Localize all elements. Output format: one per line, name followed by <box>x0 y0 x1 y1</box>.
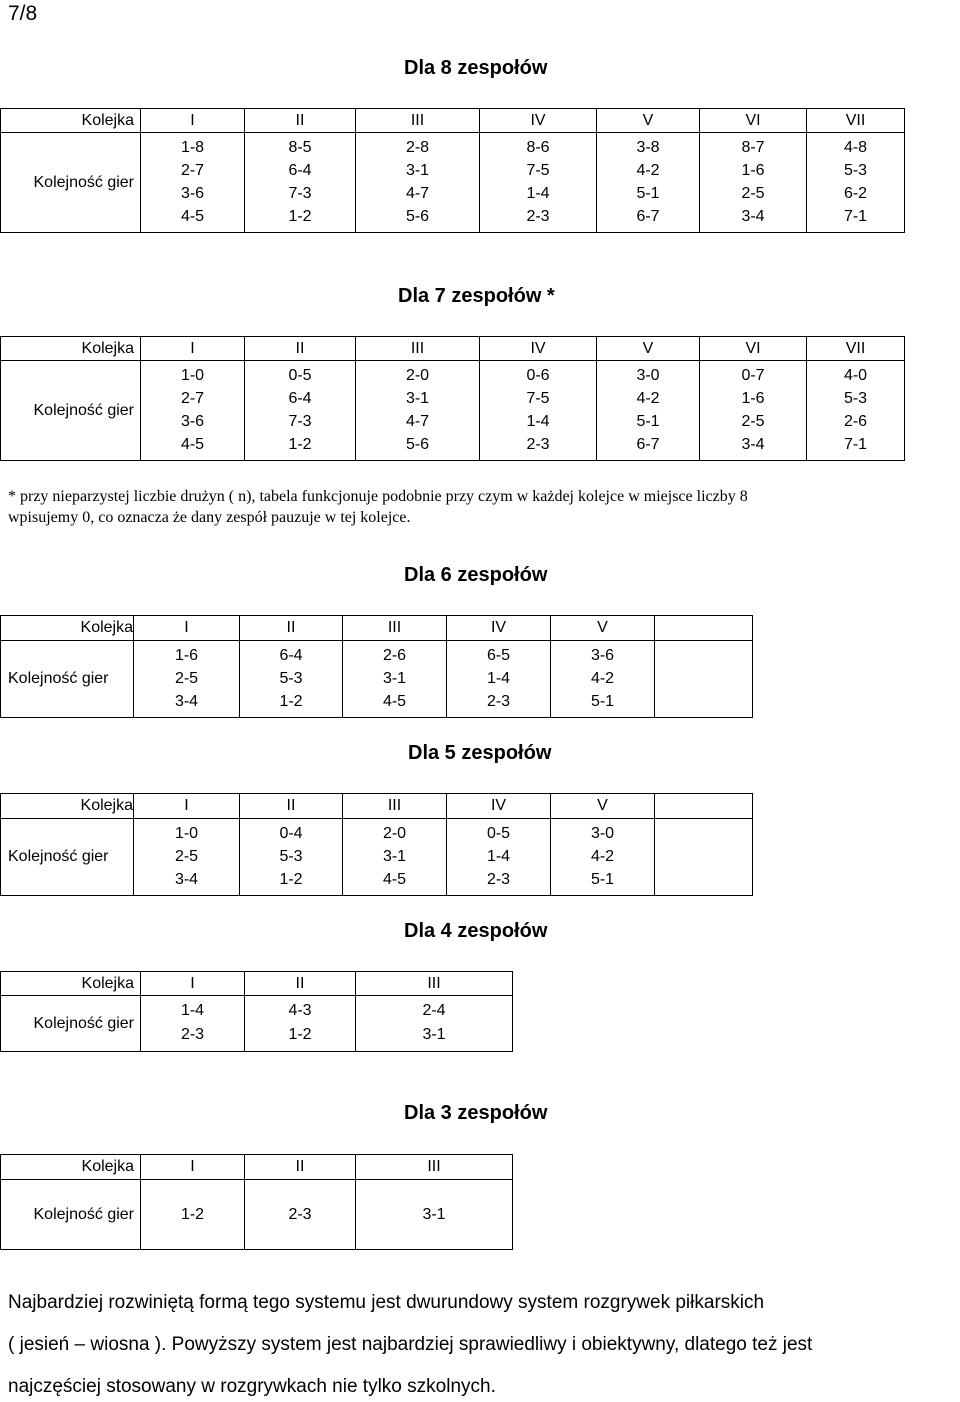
section-title-4-teams: Dla 4 zespołów <box>404 920 548 942</box>
game-pair: 4-5 <box>382 871 407 888</box>
game-pair: 5-1 <box>590 693 615 710</box>
game-pair: 4-3 <box>288 1002 312 1019</box>
game-pair: 4-8 <box>843 139 868 156</box>
round-header-II: II <box>286 619 296 636</box>
game-pair: 1-2 <box>180 1205 205 1223</box>
round-header-II: II <box>295 111 305 129</box>
game-pair: 1-2 <box>279 693 303 710</box>
game-pair: 4-2 <box>590 848 615 865</box>
game-pair: 1-2 <box>288 436 312 453</box>
schedule-table-6-teams <box>0 615 753 718</box>
section-title-8-teams: Dla 8 zespołów <box>404 57 548 79</box>
game-pair: 7-3 <box>288 413 312 430</box>
game-pair: 3-6 <box>180 413 205 430</box>
round-header-III: III <box>410 339 425 357</box>
game-pair: 2-3 <box>486 871 511 888</box>
game-pair: 3-4 <box>174 693 199 710</box>
game-pair: 0-5 <box>486 825 511 842</box>
game-pair: 2-8 <box>405 139 430 156</box>
game-pair: 1-8 <box>180 139 205 156</box>
game-pair: 5-3 <box>843 390 868 407</box>
game-pair: 6-4 <box>279 647 303 664</box>
game-pair: 1-6 <box>174 647 199 664</box>
game-pair: 1-6 <box>741 390 765 407</box>
game-pair: 2-5 <box>174 670 199 687</box>
game-pair: 3-1 <box>422 1026 446 1043</box>
game-pair: 1-0 <box>180 367 205 384</box>
game-pair: 1-6 <box>741 162 765 179</box>
round-header-II: II <box>286 797 296 814</box>
round-header-III: III <box>410 111 425 129</box>
round-header-IV: IV <box>490 797 507 814</box>
game-pair: 1-4 <box>526 185 550 202</box>
game-pair: 3-1 <box>382 848 407 865</box>
round-header-IV: IV <box>490 619 507 636</box>
round-header-III: III <box>387 797 402 814</box>
game-pair: 2-3 <box>486 693 511 710</box>
round-header-IV: IV <box>530 339 546 357</box>
game-pair: 4-7 <box>405 185 430 202</box>
game-pair: 2-6 <box>382 647 407 664</box>
game-pair: 4-5 <box>180 208 205 225</box>
round-header-III: III <box>427 1158 441 1175</box>
game-pair: 0-7 <box>741 367 765 384</box>
round-label: Kolejka <box>81 339 134 357</box>
game-pair: 1-4 <box>486 670 511 687</box>
game-pair: 7-5 <box>526 390 550 407</box>
game-pair: 3-4 <box>741 436 765 453</box>
game-pair: 1-0 <box>174 825 199 842</box>
game-pair: 5-1 <box>636 413 660 430</box>
closing-line-1: Najbardziej rozwiniętą formą tego systemu jest dwurundowy system rozgrywek piłkarskich <box>8 1292 765 1313</box>
game-pair: 3-6 <box>180 185 205 202</box>
game-pair: 8-7 <box>741 139 765 156</box>
schedule-table-4-teams <box>0 971 513 1052</box>
game-pair: 8-6 <box>526 139 550 156</box>
game-pair: 6-4 <box>288 390 312 407</box>
game-pair: 7-1 <box>843 436 868 453</box>
games-label: Kolejność gier <box>8 848 109 865</box>
schedule-table-5-teams <box>0 793 753 896</box>
game-pair: 8-5 <box>288 139 312 156</box>
game-pair: 4-7 <box>405 413 430 430</box>
game-pair: 3-0 <box>590 825 615 842</box>
game-pair: 1-4 <box>180 1002 205 1019</box>
round-header-V: V <box>597 797 608 814</box>
game-pair: 7-1 <box>843 208 868 225</box>
game-pair: 5-6 <box>405 208 430 225</box>
games-label: Kolejność gier <box>8 670 109 687</box>
game-pair: 1-4 <box>526 413 550 430</box>
game-pair: 2-4 <box>422 1002 446 1019</box>
games-label: Kolejność gier <box>33 1014 134 1032</box>
game-pair: 4-5 <box>382 693 407 710</box>
game-pair: 5-3 <box>279 670 303 687</box>
game-pair: 1-2 <box>288 1026 312 1043</box>
round-header-II: II <box>295 974 305 992</box>
section-title-6-teams: Dla 6 zespołów <box>404 564 548 586</box>
game-pair: 2-7 <box>180 162 205 179</box>
games-label: Kolejność gier <box>33 401 134 419</box>
round-label: Kolejka <box>80 797 133 814</box>
round-header-II: II <box>295 1158 305 1175</box>
game-pair: 2-3 <box>526 436 550 453</box>
schedule-table-7-teams <box>0 336 905 461</box>
game-pair: 0-5 <box>288 367 312 384</box>
game-pair: 3-1 <box>422 1205 446 1223</box>
game-pair: 4-2 <box>590 670 615 687</box>
game-pair: 1-4 <box>486 848 511 865</box>
game-pair: 2-5 <box>174 848 199 865</box>
round-header-II: II <box>295 339 305 357</box>
game-pair: 5-6 <box>405 436 430 453</box>
game-pair: 5-1 <box>590 871 615 888</box>
game-pair: 3-0 <box>636 367 660 384</box>
schedule-table-3-teams <box>0 1154 513 1250</box>
game-pair: 5-3 <box>843 162 868 179</box>
round-header-I: I <box>184 619 189 636</box>
closing-line-3: najczęściej stosowany w rozgrywkach nie tylko szkolnych. <box>8 1376 496 1397</box>
game-pair: 0-4 <box>279 825 303 842</box>
game-pair: 2-3 <box>180 1026 205 1043</box>
game-pair: 7-3 <box>288 185 312 202</box>
round-label: Kolejka <box>81 974 134 992</box>
section-title-5-teams: Dla 5 zespołów <box>408 742 552 764</box>
game-pair: 3-1 <box>382 670 407 687</box>
round-header-I: I <box>190 111 195 129</box>
round-header-IV: IV <box>530 111 546 129</box>
game-pair: 0-6 <box>526 367 550 384</box>
game-pair: 4-0 <box>843 367 868 384</box>
game-pair: 2-6 <box>843 413 868 430</box>
page-number: 7/8 <box>8 2 38 25</box>
footnote-line-2: wpisujemy 0, co oznacza że dany zespół pauzuje w tej kolejce. <box>8 509 411 526</box>
round-header-V: V <box>642 111 654 129</box>
round-header-VI: VI <box>745 339 761 357</box>
game-pair: 6-5 <box>486 647 511 664</box>
game-pair: 1-2 <box>279 871 303 888</box>
game-pair: 6-4 <box>288 162 312 179</box>
round-header-I: I <box>190 339 195 357</box>
round-label: Kolejka <box>81 111 134 129</box>
game-pair: 3-8 <box>636 139 660 156</box>
game-pair: 2-0 <box>405 367 430 384</box>
game-pair: 6-7 <box>636 436 660 453</box>
round-header-I: I <box>190 974 195 992</box>
round-label: Kolejka <box>80 619 133 636</box>
round-header-VI: VI <box>745 111 761 129</box>
games-label: Kolejność gier <box>33 1205 134 1223</box>
game-pair: 6-7 <box>636 208 660 225</box>
game-pair: 3-6 <box>590 647 615 664</box>
game-pair: 5-1 <box>636 185 660 202</box>
game-pair: 7-5 <box>526 162 550 179</box>
round-header-I: I <box>190 1158 195 1175</box>
game-pair: 1-2 <box>288 208 312 225</box>
round-label: Kolejka <box>81 1158 134 1175</box>
game-pair: 2-3 <box>288 1205 312 1223</box>
game-pair: 4-2 <box>636 390 660 407</box>
game-pair: 2-7 <box>180 390 205 407</box>
footnote-line-1: * przy nieparzystej liczbie drużyn ( n), tabela funkcjonuje podobnie przy czym w każdej kolejce w miejsce liczby 8 <box>8 488 748 505</box>
game-pair: 2-5 <box>741 185 765 202</box>
game-pair: 3-1 <box>405 390 430 407</box>
games-label: Kolejność gier <box>33 173 134 191</box>
closing-line-2: ( jesień – wiosna ). Powyższy system jest najbardziej sprawiedliwy i obiektywny, dlatego też jest <box>8 1334 813 1355</box>
game-pair: 4-5 <box>180 436 205 453</box>
game-pair: 2-0 <box>382 825 407 842</box>
schedule-table-8-teams <box>0 108 905 233</box>
game-pair: 2-5 <box>741 413 765 430</box>
game-pair: 2-3 <box>526 208 550 225</box>
game-pair: 5-3 <box>279 848 303 865</box>
round-header-VII: VII <box>845 111 866 129</box>
game-pair: 4-2 <box>636 162 660 179</box>
round-header-VII: VII <box>845 339 866 357</box>
round-header-III: III <box>427 974 441 992</box>
game-pair: 3-1 <box>405 162 430 179</box>
section-title-3-teams: Dla 3 zespołów <box>404 1102 548 1124</box>
game-pair: 6-2 <box>843 185 868 202</box>
game-pair: 3-4 <box>174 871 199 888</box>
section-title-7-teams: Dla 7 zespołów * <box>398 285 555 307</box>
round-header-I: I <box>184 797 189 814</box>
game-pair: 3-4 <box>741 208 765 225</box>
round-header-V: V <box>597 619 608 636</box>
round-header-V: V <box>642 339 654 357</box>
round-header-III: III <box>387 619 402 636</box>
